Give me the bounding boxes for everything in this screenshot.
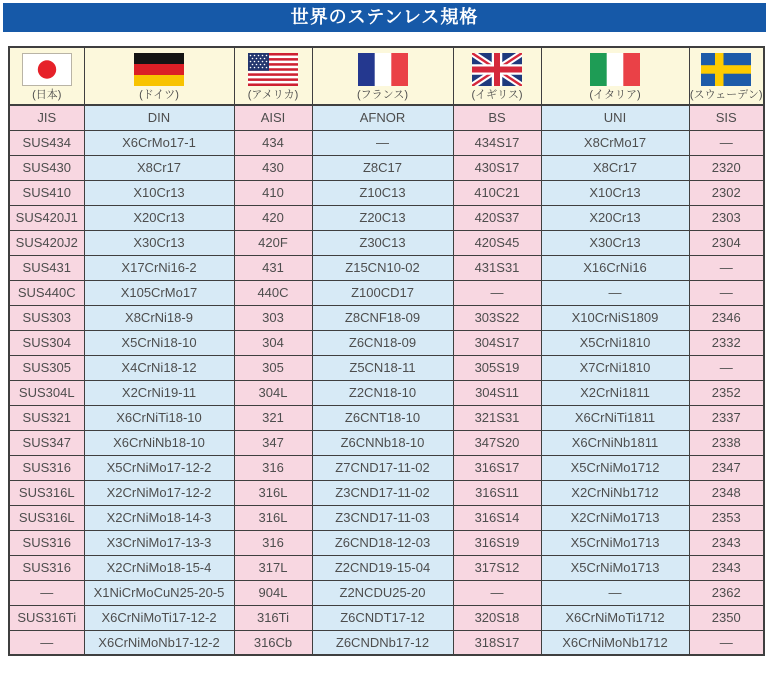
table-cell: X6CrNiNb1811 xyxy=(541,430,689,455)
table-cell: Z3CND17-11-03 xyxy=(312,505,453,530)
table-cell: X30Cr13 xyxy=(541,230,689,255)
flag-cell-uk xyxy=(453,47,541,105)
table-cell: ― xyxy=(689,130,764,155)
table-cell: 316S19 xyxy=(453,530,541,555)
table-cell: X2CrNiMo18-14-3 xyxy=(84,505,234,530)
france-flag-icon xyxy=(358,53,408,86)
table-cell: Z6CNDNb17-12 xyxy=(312,630,453,655)
table-cell: X4CrNi18-12 xyxy=(84,355,234,380)
italy-flag-icon xyxy=(590,53,640,86)
table-cell: X6CrMo17-1 xyxy=(84,130,234,155)
table-cell: Z6CNDT17-12 xyxy=(312,605,453,630)
table-cell: X3CrNiMo17-13-3 xyxy=(84,530,234,555)
table-cell: 303 xyxy=(234,305,312,330)
table-cell: Z5CN18-11 xyxy=(312,355,453,380)
table-cell: 2352 xyxy=(689,380,764,405)
table-cell: X6CrNiTi1811 xyxy=(541,405,689,430)
table-cell: SUS305 xyxy=(9,355,84,380)
table-cell: Z8C17 xyxy=(312,155,453,180)
table-cell: X2CrNiMo1713 xyxy=(541,505,689,530)
table-cell: 304S11 xyxy=(453,380,541,405)
standard-header-sis: SIS xyxy=(689,105,764,130)
table-cell: 320S18 xyxy=(453,605,541,630)
table-cell: X30Cr13 xyxy=(84,230,234,255)
table-cell: SUS316L xyxy=(9,505,84,530)
uk-flag-icon xyxy=(472,53,522,86)
table-cell: SUS304 xyxy=(9,330,84,355)
table-cell: X8Cr17 xyxy=(541,155,689,180)
table-cell: 431S31 xyxy=(453,255,541,280)
table-cell: Z6CN18-09 xyxy=(312,330,453,355)
page-title: 世界のステンレス規格 xyxy=(3,3,766,32)
table-cell: 410 xyxy=(234,180,312,205)
table-cell: 2353 xyxy=(689,505,764,530)
standards-header-row xyxy=(9,105,764,130)
table-cell: Z20C13 xyxy=(312,205,453,230)
table-cell: 2347 xyxy=(689,455,764,480)
stainless-standards-table xyxy=(8,46,765,656)
table-cell: SUS430 xyxy=(9,155,84,180)
table-row xyxy=(9,255,764,280)
table-cell: X2CrNiMo17-12-2 xyxy=(84,480,234,505)
table-cell: 431 xyxy=(234,255,312,280)
flag-cell-germany xyxy=(84,47,234,105)
table-cell: X8CrMo17 xyxy=(541,130,689,155)
country-label: (日本) xyxy=(32,89,62,101)
usa-flag-icon xyxy=(248,53,298,86)
table-row xyxy=(9,605,764,630)
table-cell: X6CrNiMoNb1712 xyxy=(541,630,689,655)
table-cell: 321S31 xyxy=(453,405,541,430)
country-label: (スウェーデン) xyxy=(689,89,763,101)
table-cell: 2332 xyxy=(689,330,764,355)
table-cell: 420 xyxy=(234,205,312,230)
table-cell: X5CrNiMo1713 xyxy=(541,555,689,580)
standard-header-aisi: AISI xyxy=(234,105,312,130)
table-cell: Z2CND19-15-04 xyxy=(312,555,453,580)
table-cell: 304L xyxy=(234,380,312,405)
table-cell: SUS347 xyxy=(9,430,84,455)
table-row xyxy=(9,630,764,655)
table-cell: SUS434 xyxy=(9,130,84,155)
table-cell: 305S19 xyxy=(453,355,541,380)
table-cell: 316 xyxy=(234,455,312,480)
table-cell: SUS303 xyxy=(9,305,84,330)
table-cell: X2CrNiNb1712 xyxy=(541,480,689,505)
table-cell: 304 xyxy=(234,330,312,355)
table-cell: ― xyxy=(312,130,453,155)
table-cell: SUS316 xyxy=(9,530,84,555)
table-row xyxy=(9,430,764,455)
table-cell: Z10C13 xyxy=(312,180,453,205)
table-cell: 347 xyxy=(234,430,312,455)
table-cell: 305 xyxy=(234,355,312,380)
table-cell: X20Cr13 xyxy=(541,205,689,230)
table-cell: 303S22 xyxy=(453,305,541,330)
table-cell: 2343 xyxy=(689,530,764,555)
country-label: (イギリス) xyxy=(471,89,523,101)
table-cell: 904L xyxy=(234,580,312,605)
table-row xyxy=(9,130,764,155)
table-cell: Z6CNT18-10 xyxy=(312,405,453,430)
table-row xyxy=(9,530,764,555)
table-cell: Z8CNF18-09 xyxy=(312,305,453,330)
table-cell: 2362 xyxy=(689,580,764,605)
table-cell: 317L xyxy=(234,555,312,580)
table-cell: 2350 xyxy=(689,605,764,630)
table-cell: X10Cr13 xyxy=(84,180,234,205)
table-cell: X6CrNiNb18-10 xyxy=(84,430,234,455)
table-cell: 347S20 xyxy=(453,430,541,455)
table-cell: SUS410 xyxy=(9,180,84,205)
standards-table-body xyxy=(9,130,764,655)
table-cell: X2CrNi1811 xyxy=(541,380,689,405)
table-cell: SUS316 xyxy=(9,555,84,580)
table-cell: 2338 xyxy=(689,430,764,455)
table-cell: SUS316L xyxy=(9,480,84,505)
page xyxy=(0,3,770,656)
table-cell: ― xyxy=(453,580,541,605)
table-cell: SUS316Ti xyxy=(9,605,84,630)
table-cell: X2CrNiMo18-15-4 xyxy=(84,555,234,580)
table-cell: ― xyxy=(689,255,764,280)
table-cell: 420F xyxy=(234,230,312,255)
table-cell: 430 xyxy=(234,155,312,180)
table-cell: X5CrNiMo1712 xyxy=(541,455,689,480)
table-cell: 316S14 xyxy=(453,505,541,530)
table-cell: 316Cb xyxy=(234,630,312,655)
table-cell: SUS420J2 xyxy=(9,230,84,255)
standard-header-afnor: AFNOR xyxy=(312,105,453,130)
table-cell: 316L xyxy=(234,505,312,530)
table-cell: Z7CND17-11-02 xyxy=(312,455,453,480)
table-cell: SUS316 xyxy=(9,455,84,480)
flags-row xyxy=(9,47,764,105)
table-cell: 434 xyxy=(234,130,312,155)
table-cell: 321 xyxy=(234,405,312,430)
table-cell: X5CrNiMo1713 xyxy=(541,530,689,555)
table-cell: 2337 xyxy=(689,405,764,430)
table-cell: 410C21 xyxy=(453,180,541,205)
table-cell: X8CrNi18-9 xyxy=(84,305,234,330)
table-cell: X6CrNiMoTi17-12-2 xyxy=(84,605,234,630)
table-row xyxy=(9,155,764,180)
table-row xyxy=(9,330,764,355)
table-cell: ― xyxy=(541,580,689,605)
table-cell: 420S37 xyxy=(453,205,541,230)
flag-cell-france xyxy=(312,47,453,105)
country-label: (ドイツ) xyxy=(139,89,179,101)
table-cell: ― xyxy=(541,280,689,305)
table-cell: ― xyxy=(9,630,84,655)
table-row xyxy=(9,405,764,430)
table-cell: 316Ti xyxy=(234,605,312,630)
table-cell: 317S12 xyxy=(453,555,541,580)
table-cell: X6CrNiMoTi1712 xyxy=(541,605,689,630)
table-cell: X6CrNiTi18-10 xyxy=(84,405,234,430)
table-row xyxy=(9,230,764,255)
table-cell: X5CrNiMo17-12-2 xyxy=(84,455,234,480)
country-label: (フランス) xyxy=(357,89,408,101)
table-cell: Z100CD17 xyxy=(312,280,453,305)
table-cell: Z15CN10-02 xyxy=(312,255,453,280)
table-cell: SUS431 xyxy=(9,255,84,280)
table-cell: X10Cr13 xyxy=(541,180,689,205)
table-row xyxy=(9,305,764,330)
germany-flag-icon xyxy=(134,53,184,86)
flag-cell-japan xyxy=(9,47,84,105)
table-cell: Z6CND18-12-03 xyxy=(312,530,453,555)
table-cell: 2343 xyxy=(689,555,764,580)
table-cell: 2303 xyxy=(689,205,764,230)
table-cell: ― xyxy=(9,580,84,605)
table-cell: 304S17 xyxy=(453,330,541,355)
table-cell: X8Cr17 xyxy=(84,155,234,180)
standard-header-uni: UNI xyxy=(541,105,689,130)
table-cell: X20Cr13 xyxy=(84,205,234,230)
table-cell: X5CrNi18-10 xyxy=(84,330,234,355)
table-row xyxy=(9,555,764,580)
table-cell: X17CrNi16-2 xyxy=(84,255,234,280)
table-cell: X2CrNi19-11 xyxy=(84,380,234,405)
table-cell: ― xyxy=(453,280,541,305)
table-cell: X6CrNiMoNb17-12-2 xyxy=(84,630,234,655)
japan-flag-icon xyxy=(22,53,72,86)
flag-cell-italy xyxy=(541,47,689,105)
table-cell: X5CrNi1810 xyxy=(541,330,689,355)
table-cell: 2320 xyxy=(689,155,764,180)
table-cell: 2348 xyxy=(689,480,764,505)
table-cell: X105CrMo17 xyxy=(84,280,234,305)
table-row xyxy=(9,505,764,530)
table-cell: 316S17 xyxy=(453,455,541,480)
table-cell: SUS440C xyxy=(9,280,84,305)
table-cell: 2304 xyxy=(689,230,764,255)
table-cell: Z30C13 xyxy=(312,230,453,255)
standard-header-din: DIN xyxy=(84,105,234,130)
flag-cell-usa xyxy=(234,47,312,105)
flag-cell-sweden xyxy=(689,47,764,105)
country-label: (アメリカ) xyxy=(247,89,299,101)
table-cell: Z2NCDU25-20 xyxy=(312,580,453,605)
table-row xyxy=(9,355,764,380)
table-cell: 434S17 xyxy=(453,130,541,155)
table-row xyxy=(9,280,764,305)
table-cell: 316 xyxy=(234,530,312,555)
table-cell: 2302 xyxy=(689,180,764,205)
table-cell: SUS321 xyxy=(9,405,84,430)
table-row xyxy=(9,180,764,205)
table-cell: SUS420J1 xyxy=(9,205,84,230)
table-cell: Z3CND17-11-02 xyxy=(312,480,453,505)
table-cell: 420S45 xyxy=(453,230,541,255)
table-cell: ― xyxy=(689,280,764,305)
table-cell: X16CrNi16 xyxy=(541,255,689,280)
table-cell: ― xyxy=(689,355,764,380)
table-cell: ― xyxy=(689,630,764,655)
table-cell: 316S11 xyxy=(453,480,541,505)
table-cell: X1NiCrMoCuN25-20-5 xyxy=(84,580,234,605)
table-cell: 430S17 xyxy=(453,155,541,180)
table-cell: SUS304L xyxy=(9,380,84,405)
table-cell: 440C xyxy=(234,280,312,305)
table-row xyxy=(9,380,764,405)
table-cell: Z6CNNb18-10 xyxy=(312,430,453,455)
sweden-flag-icon xyxy=(701,53,751,86)
table-row xyxy=(9,580,764,605)
standard-header-jis: JIS xyxy=(9,105,84,130)
country-label: (イタリア) xyxy=(589,89,641,101)
table-cell: Z2CN18-10 xyxy=(312,380,453,405)
standard-header-bs: BS xyxy=(453,105,541,130)
table-cell: 318S17 xyxy=(453,630,541,655)
table-cell: 316L xyxy=(234,480,312,505)
table-cell: 2346 xyxy=(689,305,764,330)
table-cell: X10CrNiS1809 xyxy=(541,305,689,330)
table-cell: X7CrNi1810 xyxy=(541,355,689,380)
table-row xyxy=(9,455,764,480)
table-row xyxy=(9,480,764,505)
table-row xyxy=(9,205,764,230)
